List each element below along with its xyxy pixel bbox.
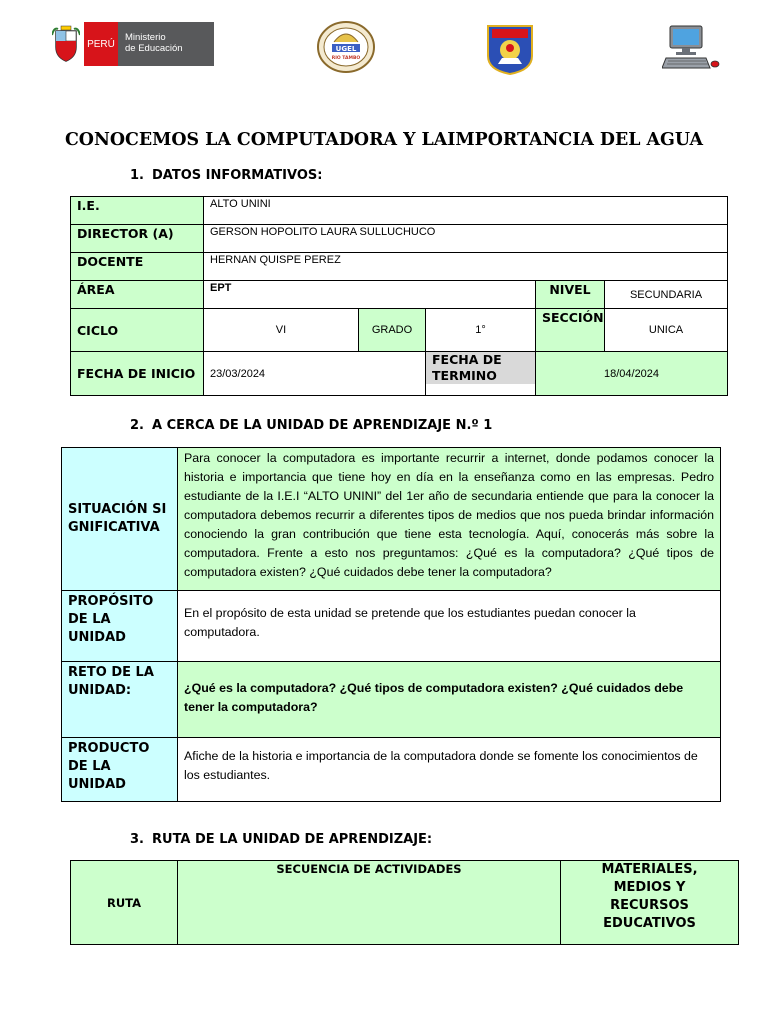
- section-3-number: 3.: [130, 832, 144, 847]
- ministry-label: [118, 22, 214, 66]
- section-2-heading: [130, 418, 492, 433]
- section-3-heading: [130, 832, 432, 847]
- ruta-header: RUTA: [71, 861, 178, 945]
- nivel-label: NIVEL: [536, 281, 605, 309]
- ministry-line1: Ministerio: [125, 32, 166, 43]
- reto-label: RETO DE LA UNIDAD:: [62, 662, 178, 738]
- docente-label: DOCENTE: [71, 253, 204, 281]
- computer-icon: [662, 24, 720, 70]
- proposito-text: En el propósito de esta unidad se pretende que los estudiantes puedan conocer la computadora.: [178, 591, 721, 662]
- section-1-title: DATOS INFORMATIVOS:: [152, 168, 323, 183]
- document-title: CONOCEMOS LA COMPUTADORA Y LAIMPORTANCIA DEL AGUA: [64, 130, 704, 150]
- ugel-sub: RIO TAMBO: [331, 56, 361, 61]
- area-label: ÁREA: [71, 281, 204, 309]
- section-3-title: RUTA DE LA UNIDAD DE APRENDIZAJE:: [152, 832, 433, 847]
- section-2-number: 2.: [130, 418, 144, 433]
- reto-text: ¿Qué es la computadora? ¿Qué tipos de computadora existen? ¿Qué cuidados debe tener la computadora?: [178, 662, 721, 738]
- ie-label: I.E.: [71, 197, 204, 225]
- ugel-text: UGEL: [335, 45, 357, 53]
- ministry-line2: de Educación: [125, 43, 183, 54]
- fecha-inicio-label: FECHA DE INICIO: [71, 352, 204, 396]
- area-value: EPT: [204, 281, 536, 309]
- section-1-heading: [130, 168, 322, 183]
- school-crest-icon: [486, 24, 534, 76]
- ugel-seal-icon: [316, 20, 376, 74]
- grado-label: GRADO: [359, 309, 426, 352]
- ciclo-value: VI: [204, 309, 359, 352]
- section-1-number: 1.: [130, 168, 144, 183]
- unidad-aprendizaje-table: [61, 447, 721, 802]
- seccion-label: SECCIÓN: [536, 309, 605, 352]
- minedu-logo: [52, 22, 214, 66]
- grado-value: 1°: [426, 309, 536, 352]
- peru-shield-icon: [52, 25, 80, 63]
- ie-value: ALTO UNINI: [204, 197, 728, 225]
- secuencia-header: SECUENCIA DE ACTIVIDADES: [178, 861, 561, 945]
- seccion-value: UNICA: [605, 309, 728, 352]
- docente-value: HERNAN QUISPE PEREZ: [204, 253, 728, 281]
- nivel-value: SECUNDARIA: [605, 281, 728, 309]
- situacion-text: Para conocer la computadora es importante recurrir a internet, donde podamos conocer la historia e importancia que tiene hoy en día en la enseñanza como en las empresas. Pedro estudiante de la I.E.I “ALTO UNINI” del 1er año de secundaria entiende que para la conocer la computadora debemos recurrir a diferentes tipos de medios que nos pueda brindar información conociendo la gran contribución que tiene esta tecnología. Aquí, conocerás más sobre la computadora. Frente a esto nos preguntamos: ¿Qué es la computadora? ¿Qué tipos de computadora existen? ¿Qué cuidados debe tener la computadora?: [178, 448, 721, 591]
- fecha-termino-label: FECHA DE TERMINO: [426, 352, 557, 384]
- situacion-label: SITUACIÓN SIGNIFICATIVA: [62, 448, 178, 591]
- peru-label: PERÚ: [84, 22, 118, 66]
- director-value: GERSON HOPOLITO LAURA SULLUCHUCO: [204, 225, 728, 253]
- ciclo-label: CICLO: [71, 309, 204, 352]
- producto-text: Afiche de la historia e importancia de la computadora donde se fomente los conocimientos de los estudiantes.: [178, 738, 721, 802]
- materiales-header: MATERIALES, MEDIOS Y RECURSOS EDUCATIVOS: [561, 861, 739, 945]
- fecha-inicio-value: 23/03/2024: [204, 352, 426, 396]
- producto-label: PRODUCTO DE LA UNIDAD: [62, 738, 178, 802]
- datos-informativos-table: [70, 196, 728, 396]
- fecha-termino-value: 18/04/2024: [536, 352, 728, 396]
- proposito-label: PROPÓSITO DE LA UNIDAD: [62, 591, 178, 662]
- ruta-table: [70, 860, 739, 945]
- director-label: DIRECTOR (A): [71, 225, 204, 253]
- section-2-title: A CERCA DE LA UNIDAD DE APRENDIZAJE N.º 1: [152, 418, 493, 433]
